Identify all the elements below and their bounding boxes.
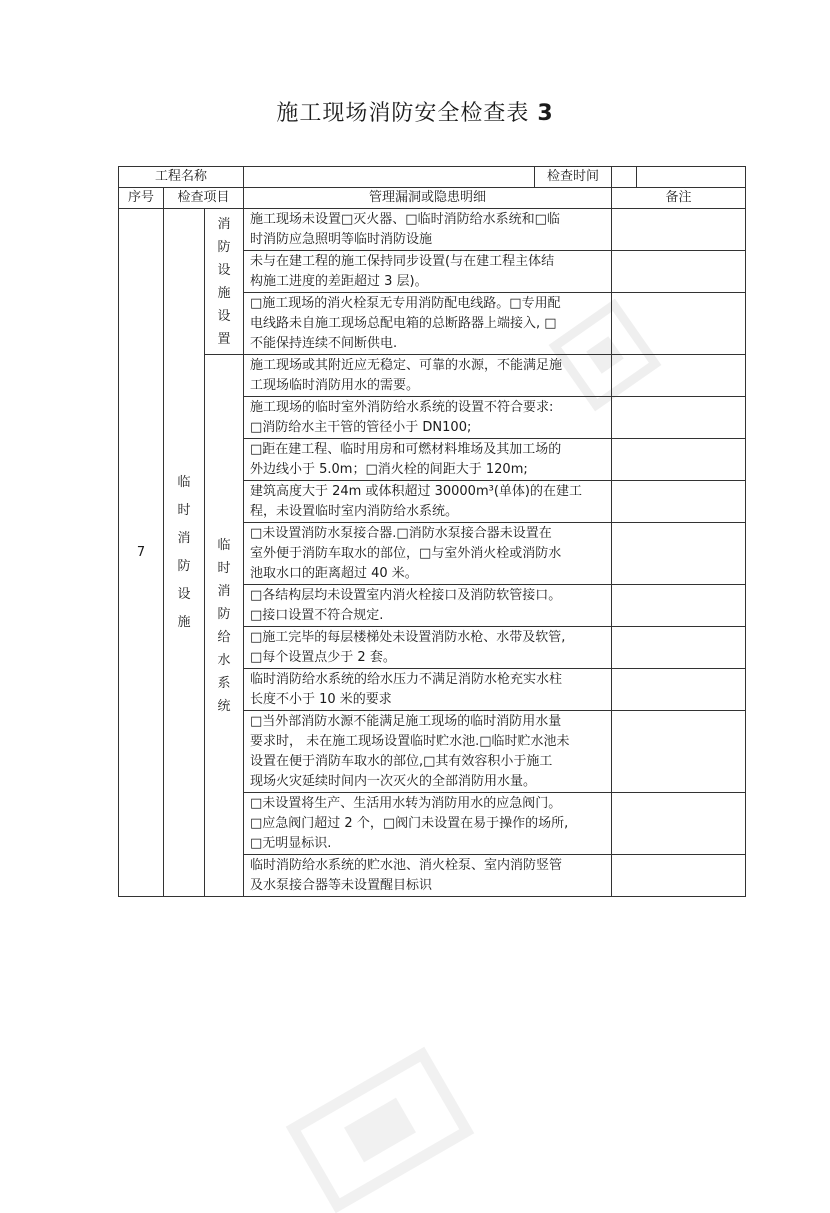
vertical-char: 消 bbox=[217, 583, 231, 599]
detail-line: 电线路未自施工现场总配电箱的总断路器上端接入, □ bbox=[250, 316, 557, 331]
detail-line: □每个设置点少于 2 套。 bbox=[250, 650, 396, 665]
detail-line: □未设置消防水泵接合器.□消防水泵接合器未设置在 bbox=[250, 526, 552, 541]
project-row bbox=[119, 167, 746, 188]
vertical-char: 系 bbox=[217, 675, 231, 691]
detail-cell bbox=[244, 711, 612, 793]
seq-cell: 7 bbox=[119, 209, 164, 897]
subcategory-cell bbox=[205, 355, 244, 897]
project-name-value[interactable] bbox=[244, 167, 612, 188]
check-time-field[interactable] bbox=[612, 167, 636, 187]
remark-cell[interactable] bbox=[612, 669, 746, 711]
detail-line: □施工完毕的每层楼梯处未设置消防水枪、水带及软管, bbox=[250, 630, 566, 645]
table-row bbox=[119, 355, 746, 397]
detail-line: 设置在便于消防车取水的部位,□其有效容积小于施工 bbox=[250, 754, 553, 769]
vertical-char: 设 bbox=[217, 308, 231, 324]
detail-line: 池取水口的距离超过 40 米。 bbox=[250, 566, 418, 581]
remark-cell[interactable] bbox=[612, 523, 746, 585]
detail-line: □当外部消防水源不能满足施工现场的临时消防用水量 bbox=[250, 714, 562, 729]
vertical-char: 消 bbox=[177, 530, 191, 546]
detail-line: □距在建工程、临时用房和可燃材料堆场及其加工场的 bbox=[250, 442, 562, 457]
col-seq-header: 序号 bbox=[119, 188, 164, 209]
detail-line: □消防给水主干管的管径小于 DN100; bbox=[250, 420, 472, 435]
detail-cell bbox=[244, 855, 612, 897]
col-remark-header: 备注 bbox=[612, 188, 746, 209]
detail-line: 临时消防给水系统的给水压力不满足消防水枪充实水柱 bbox=[250, 672, 563, 687]
col-item-header: 检查项目 bbox=[164, 188, 244, 209]
vertical-char: 施 bbox=[217, 285, 231, 301]
vertical-char: 设 bbox=[217, 262, 231, 278]
detail-line: 建筑高度大于 24m 或体积超过 30000m³(单体)的在建工 bbox=[250, 484, 582, 499]
detail-line: 及水泵接合器等未设置醒目标识 bbox=[250, 878, 433, 893]
remark-cell[interactable] bbox=[612, 439, 746, 481]
detail-line: 构施工进度的差距超过 3 层)。 bbox=[250, 274, 428, 289]
title-text: 施工现场消防安全检查表 bbox=[276, 101, 530, 126]
vertical-char: 时 bbox=[177, 502, 191, 518]
table-row bbox=[119, 209, 746, 251]
detail-line: 时消防应急照明等临时消防设施 bbox=[250, 232, 433, 247]
subcategory-cell bbox=[205, 209, 244, 355]
vertical-char: 水 bbox=[217, 652, 231, 668]
remark-cell[interactable] bbox=[612, 855, 746, 897]
detail-cell bbox=[244, 209, 612, 251]
vertical-char: 置 bbox=[217, 331, 231, 347]
watermark-icon bbox=[286, 1047, 475, 1213]
detail-cell bbox=[244, 293, 612, 355]
remark-cell[interactable] bbox=[612, 481, 746, 523]
vertical-char: 统 bbox=[217, 698, 231, 714]
detail-line: 室外便于消防车取水的部位，□与室外消火栓或消防水 bbox=[250, 546, 562, 561]
detail-line: 外边线小于 5.0m；□消火栓的间距大于 120m; bbox=[250, 462, 528, 477]
title-number: 3 bbox=[537, 101, 554, 126]
category-cell bbox=[164, 209, 205, 897]
detail-line: 未与在建工程的施工保持同步设置(与在建工程主体结 bbox=[250, 254, 555, 269]
remark-cell[interactable] bbox=[612, 585, 746, 627]
vertical-char: 给 bbox=[217, 629, 231, 645]
inspection-table bbox=[118, 166, 746, 897]
page-title bbox=[0, 96, 830, 127]
detail-cell bbox=[244, 439, 612, 481]
project-name-field[interactable] bbox=[244, 167, 534, 187]
detail-line: 施工现场或其附近应无稳定、可靠的水源，不能满足施 bbox=[250, 358, 563, 373]
vertical-char: 消 bbox=[217, 216, 231, 232]
detail-cell bbox=[244, 523, 612, 585]
remark-cell[interactable] bbox=[612, 293, 746, 355]
remark-cell[interactable] bbox=[612, 397, 746, 439]
detail-line: □各结构层均未设置室内消火栓接口及消防软管接口。 bbox=[250, 588, 562, 603]
vertical-char: 防 bbox=[177, 558, 191, 574]
vertical-char: 临 bbox=[217, 537, 231, 553]
detail-cell bbox=[244, 793, 612, 855]
vertical-char: 设 bbox=[177, 586, 191, 602]
detail-cell bbox=[244, 355, 612, 397]
detail-line: 施工现场的临时室外消防给水系统的设置不符合要求: bbox=[250, 400, 554, 415]
detail-cell bbox=[244, 669, 612, 711]
detail-line: 施工现场未设置□灭火器、□临时消防给水系统和□临 bbox=[250, 212, 560, 227]
vertical-char: 施 bbox=[177, 614, 191, 630]
check-time-label: 检查时间 bbox=[534, 167, 611, 187]
detail-line: 现场火灾延续时间内一次灭火的全部消防用水量。 bbox=[250, 774, 537, 789]
remark-cell[interactable] bbox=[612, 793, 746, 855]
col-detail-header: 管理漏洞或隐患明细 bbox=[244, 188, 612, 209]
check-time-value[interactable] bbox=[612, 167, 746, 188]
detail-cell bbox=[244, 397, 612, 439]
blank-cell bbox=[636, 167, 745, 187]
detail-line: □应急阀门超过 2 个，□阀门未设置在易于操作的场所, bbox=[250, 816, 569, 831]
detail-cell bbox=[244, 481, 612, 523]
detail-line: □未设置将生产、生活用水转为消防用水的应急阀门。 bbox=[250, 796, 562, 811]
detail-cell bbox=[244, 627, 612, 669]
detail-line: 程，未设置临时室内消防给水系统。 bbox=[250, 504, 459, 519]
detail-line: 工现场临时消防用水的需要。 bbox=[250, 378, 420, 393]
vertical-char: 时 bbox=[217, 560, 231, 576]
remark-cell[interactable] bbox=[612, 209, 746, 251]
vertical-char: 防 bbox=[217, 606, 231, 622]
detail-line: □接口设置不符合规定. bbox=[250, 608, 384, 623]
remark-cell[interactable] bbox=[612, 711, 746, 793]
vertical-char: 防 bbox=[217, 239, 231, 255]
detail-line: □施工现场的消火栓泵无专用消防配电线路。□专用配 bbox=[250, 296, 561, 311]
remark-cell[interactable] bbox=[612, 355, 746, 397]
project-name-label: 工程名称 bbox=[119, 167, 244, 188]
detail-line: 长度不小于 10 米的要求 bbox=[250, 692, 392, 707]
detail-cell bbox=[244, 585, 612, 627]
column-header-row bbox=[119, 188, 746, 209]
remark-cell[interactable] bbox=[612, 627, 746, 669]
vertical-char: 临 bbox=[177, 474, 191, 490]
remark-cell[interactable] bbox=[612, 251, 746, 293]
detail-cell bbox=[244, 251, 612, 293]
detail-line: □无明显标识. bbox=[250, 836, 332, 851]
detail-line: 临时消防给水系统的贮水池、消火栓泵、室内消防竖管 bbox=[250, 858, 563, 873]
detail-line: 不能保持连续不间断供电. bbox=[250, 336, 398, 351]
detail-line: 要求时， 未在施工现场设置临时贮水池.□临时贮水池未 bbox=[250, 734, 570, 749]
